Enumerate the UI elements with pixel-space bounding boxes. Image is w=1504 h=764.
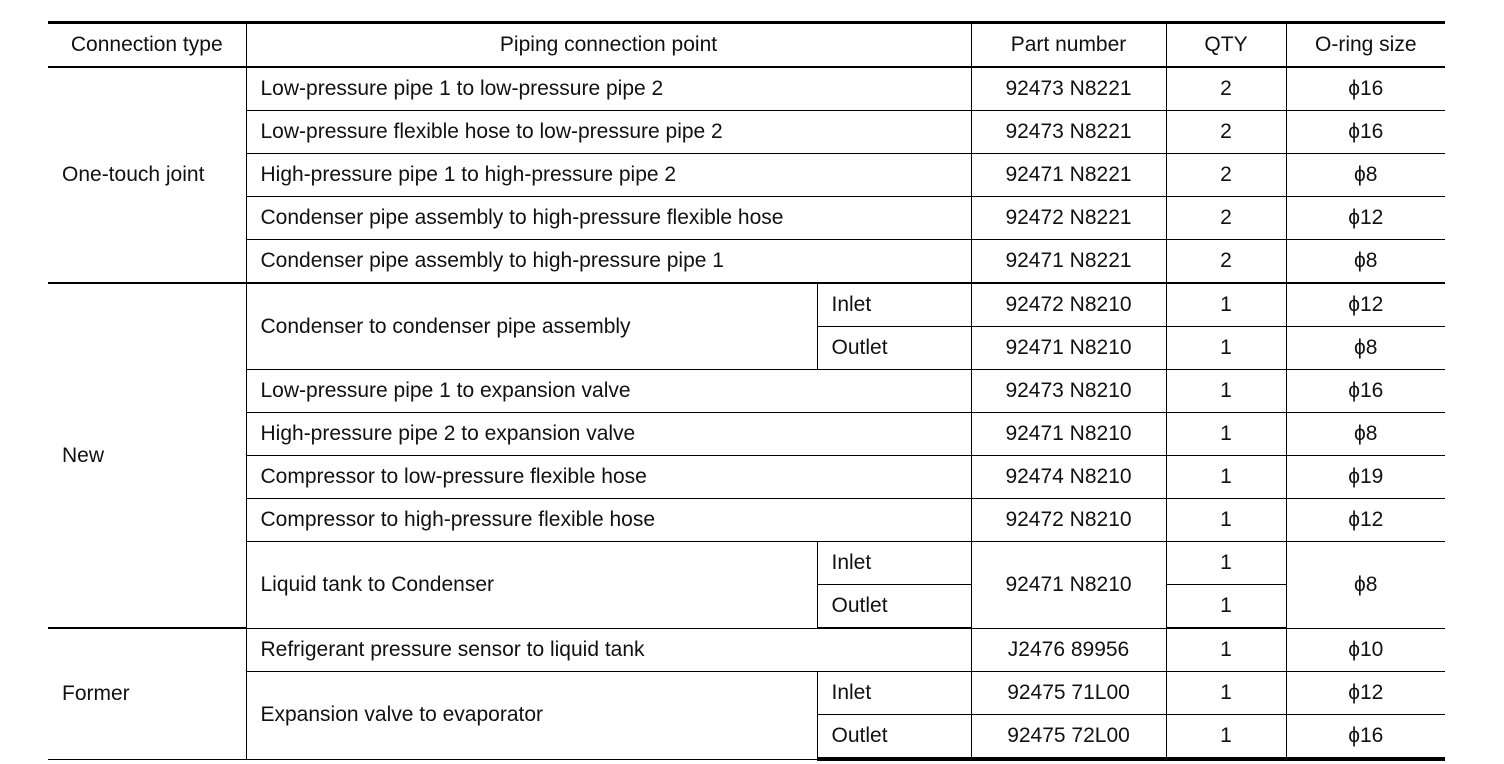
part-number: 92471 N8210 <box>971 413 1166 456</box>
oring-size: ϕ19 <box>1286 456 1445 499</box>
piping-point: Expansion valve to evaporator <box>246 672 817 760</box>
table-row <box>48 542 1445 585</box>
qty: 1 <box>1166 456 1286 499</box>
part-number: 92473 N8210 <box>971 370 1166 413</box>
oring-size: ϕ12 <box>1286 499 1445 542</box>
part-number: 92471 N8210 <box>971 327 1166 370</box>
oring-size: ϕ10 <box>1286 628 1445 672</box>
table-row <box>48 413 1445 456</box>
qty: 1 <box>1166 628 1286 672</box>
connection-type-one-touch: One-touch joint <box>48 67 246 283</box>
piping-point: Compressor to low-pressure flexible hose <box>246 456 971 499</box>
table-row <box>48 283 1445 327</box>
header-part-number: Part number <box>971 23 1166 68</box>
piping-point: Low-pressure pipe 1 to low-pressure pipe 2 <box>246 67 971 111</box>
piping-point: Low-pressure pipe 1 to expansion valve <box>246 370 971 413</box>
qty: 1 <box>1166 413 1286 456</box>
table-row <box>48 499 1445 542</box>
part-number: 92471 N8221 <box>971 240 1166 284</box>
table-row <box>48 111 1445 154</box>
table-row <box>48 67 1445 111</box>
header-oring-size: O-ring size <box>1286 23 1445 68</box>
part-number: 92472 N8210 <box>971 283 1166 327</box>
oring-size: ϕ8 <box>1286 240 1445 284</box>
piping-point: Low-pressure flexible hose to low-pressure pipe 2 <box>246 111 971 154</box>
table-row <box>48 672 1445 715</box>
oring-size: ϕ16 <box>1286 370 1445 413</box>
qty: 1 <box>1166 585 1286 629</box>
part-number: 92471 N8221 <box>971 154 1166 197</box>
part-number: 92473 N8221 <box>971 67 1166 111</box>
oring-size: ϕ12 <box>1286 283 1445 327</box>
table-row <box>48 240 1445 284</box>
qty: 1 <box>1166 542 1286 585</box>
table-row <box>48 370 1445 413</box>
oring-size: ϕ8 <box>1286 542 1445 629</box>
outlet-label: Outlet <box>817 327 971 370</box>
oring-size: ϕ16 <box>1286 715 1445 760</box>
oring-size: ϕ8 <box>1286 327 1445 370</box>
oring-size: ϕ12 <box>1286 197 1445 240</box>
oring-parts-table <box>48 21 1445 761</box>
table-row <box>48 197 1445 240</box>
piping-point: Compressor to high-pressure flexible hose <box>246 499 971 542</box>
part-number: 92474 N8210 <box>971 456 1166 499</box>
oring-size: ϕ16 <box>1286 67 1445 111</box>
qty: 1 <box>1166 715 1286 760</box>
inlet-label: Inlet <box>817 542 971 585</box>
qty: 2 <box>1166 67 1286 111</box>
qty: 2 <box>1166 111 1286 154</box>
inlet-label: Inlet <box>817 283 971 327</box>
oring-size: ϕ8 <box>1286 154 1445 197</box>
piping-point: Condenser to condenser pipe assembly <box>246 283 817 370</box>
part-number: 92472 N8221 <box>971 197 1166 240</box>
part-number: 92471 N8210 <box>971 542 1166 629</box>
part-number: 92475 71L00 <box>971 672 1166 715</box>
oring-size: ϕ16 <box>1286 111 1445 154</box>
qty: 1 <box>1166 283 1286 327</box>
piping-point: Condenser pipe assembly to high-pressure flexible hose <box>246 197 971 240</box>
qty: 2 <box>1166 240 1286 284</box>
qty: 2 <box>1166 197 1286 240</box>
part-number: J2476 89956 <box>971 628 1166 672</box>
header-row <box>48 23 1445 68</box>
connection-type-former: Former <box>48 628 246 759</box>
qty: 1 <box>1166 370 1286 413</box>
oring-size: ϕ8 <box>1286 413 1445 456</box>
piping-point: Liquid tank to Condenser <box>246 542 817 629</box>
table-row <box>48 456 1445 499</box>
header-piping-connection-point: Piping connection point <box>246 23 971 68</box>
piping-point: Condenser pipe assembly to high-pressure pipe 1 <box>246 240 971 284</box>
qty: 2 <box>1166 154 1286 197</box>
inlet-label: Inlet <box>817 672 971 715</box>
qty: 1 <box>1166 672 1286 715</box>
part-number: 92472 N8210 <box>971 499 1166 542</box>
qty: 1 <box>1166 499 1286 542</box>
table-row <box>48 154 1445 197</box>
piping-point: High-pressure pipe 2 to expansion valve <box>246 413 971 456</box>
connection-type-new: New <box>48 283 246 628</box>
outlet-label: Outlet <box>817 585 971 629</box>
part-number: 92475 72L00 <box>971 715 1166 760</box>
header-connection-type: Connection type <box>48 23 246 68</box>
qty: 1 <box>1166 327 1286 370</box>
table-row <box>48 628 1445 672</box>
part-number: 92473 N8221 <box>971 111 1166 154</box>
piping-point: High-pressure pipe 1 to high-pressure pipe 2 <box>246 154 971 197</box>
header-qty: QTY <box>1166 23 1286 68</box>
piping-point: Refrigerant pressure sensor to liquid tank <box>246 628 971 672</box>
outlet-label: Outlet <box>817 715 971 760</box>
oring-size: ϕ12 <box>1286 672 1445 715</box>
